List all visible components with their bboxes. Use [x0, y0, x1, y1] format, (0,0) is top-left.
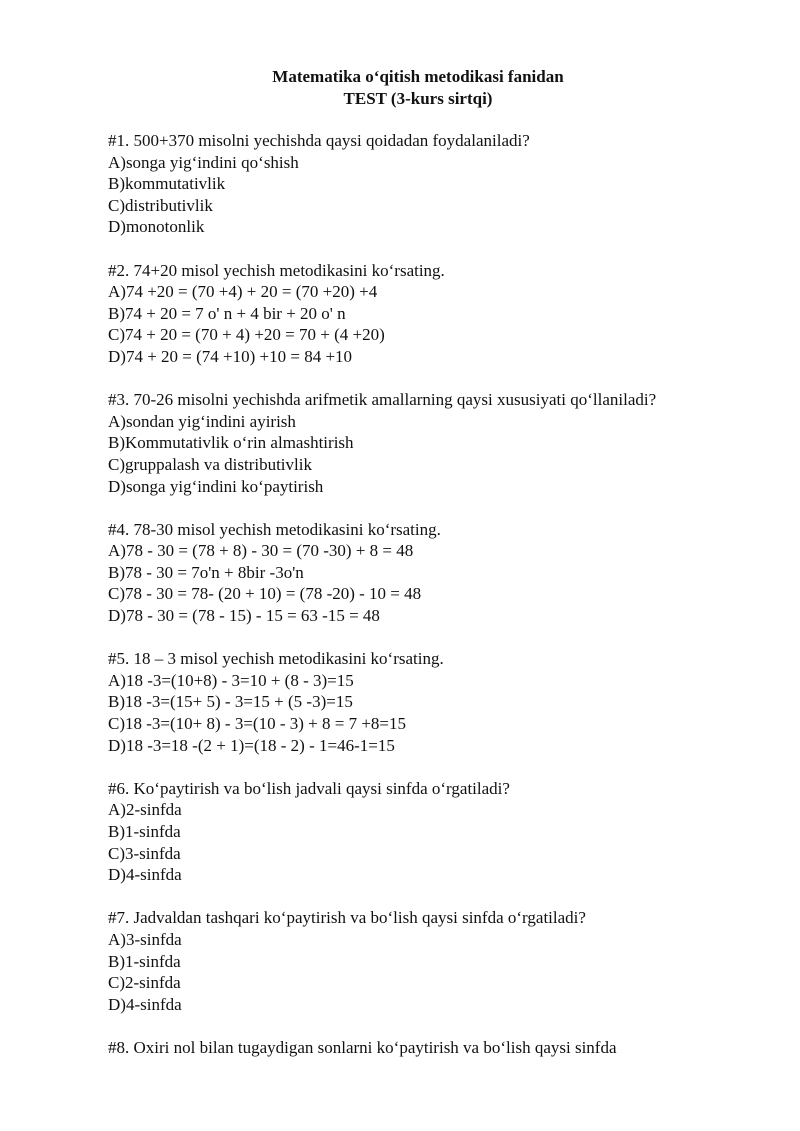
answer-option-b: B)74 + 20 = 7 o' n + 4 bir + 20 o' n [108, 303, 346, 323]
answer-option-b: B)1-sinfda [108, 951, 181, 971]
document-subtitle: TEST (3-kurs sirtqi) [343, 89, 493, 108]
question-text: #8. Oxiri nol bilan tugaydigan sonlarni ko‘paytirish va bo‘lish qaysi sinfda [108, 1037, 617, 1057]
answer-option-a: A)songa yig‘indini qo‘shish [108, 152, 299, 172]
answer-option-a: A)sondan yig‘indini ayirish [108, 411, 296, 431]
answer-option-a: A)74 +20 = (70 +4) + 20 = (70 +20) +4 [108, 282, 378, 302]
answer-option-c: C)2-sinfda [108, 973, 181, 993]
question-text: #5. 18 – 3 misol yechish metodikasini ko‘rsating. [108, 649, 444, 669]
answer-option-d: D)4-sinfda [108, 865, 182, 885]
question-text: #3. 70-26 misolni yechishda arifmetik amallarning qaysi xususiyati qo‘llaniladi? [108, 390, 657, 410]
document-header [0, 66, 800, 110]
answer-option-d: D)songa yig‘indini ko‘paytirish [108, 476, 324, 496]
question-5 [108, 648, 788, 756]
answer-option-b: B)1-sinfda [108, 822, 181, 841]
question-8 [108, 1037, 788, 1059]
question-6 [108, 778, 788, 886]
answer-option-a: A)3-sinfda [108, 929, 182, 949]
answer-option-d: D)78 - 30 = (78 - 15) - 15 = 63 -15 = 48 [108, 606, 380, 626]
answer-option-d: D)monotonlik [108, 217, 205, 237]
answer-option-c: C)3-sinfda [108, 843, 181, 863]
answer-option-c: C)gruppalash va distributivlik [108, 454, 312, 474]
answer-option-d: D)18 -3=18 -(2 + 1)=(18 - 2) - 1=46-1=15 [108, 735, 395, 755]
question-2 [108, 260, 788, 368]
answer-option-c: C)74 + 20 = (70 + 4) +20 = 70 + (4 +20) [108, 325, 385, 345]
question-3 [108, 389, 788, 497]
answer-option-c: C)distributivlik [108, 195, 213, 215]
question-7 [108, 907, 788, 1015]
question-text: #1. 500+370 misolni yechishda qaysi qoidadan foydalaniladi? [108, 131, 530, 150]
question-text: #6. Ko‘paytirish va bo‘lish jadvali qaysi sinfda o‘rgatiladi? [108, 778, 510, 798]
answer-option-b: B)Kommutativlik o‘rin almashtirish [108, 433, 354, 453]
question-list [108, 130, 788, 1080]
question-text: #7. Jadvaldan tashqari ko‘paytirish va bo‘lish qaysi sinfda o‘rgatiladi? [108, 908, 586, 928]
document-title: Matematika o‘qitish metodikasi fanidan [272, 67, 564, 86]
answer-option-a: A)2-sinfda [108, 800, 182, 820]
question-text: #2. 74+20 misol yechish metodikasini ko‘rsating. [108, 260, 445, 280]
answer-option-c: C)18 -3=(10+ 8) - 3=(10 - 3) + 8 = 7 +8=15 [108, 714, 406, 734]
answer-option-b: B)78 - 30 = 7o'n + 8bir -3o'n [108, 562, 304, 582]
question-text: #4. 78-30 misol yechish metodikasini ko‘rsating. [108, 519, 441, 539]
answer-option-d: D)4-sinfda [108, 994, 182, 1014]
answer-option-b: B)kommutativlik [108, 174, 226, 194]
answer-option-d: D)74 + 20 = (74 +10) +10 = 84 +10 [108, 346, 353, 366]
question-1 [108, 130, 788, 238]
answer-option-c: C)78 - 30 = 78- (20 + 10) = (78 -20) - 10 = 48 [108, 584, 422, 604]
answer-option-a: A)78 - 30 = (78 + 8) - 30 = (70 -30) + 8 = 48 [108, 541, 414, 561]
answer-option-a: A)18 -3=(10+8) - 3=10 + (8 - 3)=15 [108, 670, 354, 690]
answer-option-b: B)18 -3=(15+ 5) - 3=15 + (5 -3)=15 [108, 692, 353, 712]
question-4 [108, 519, 788, 627]
